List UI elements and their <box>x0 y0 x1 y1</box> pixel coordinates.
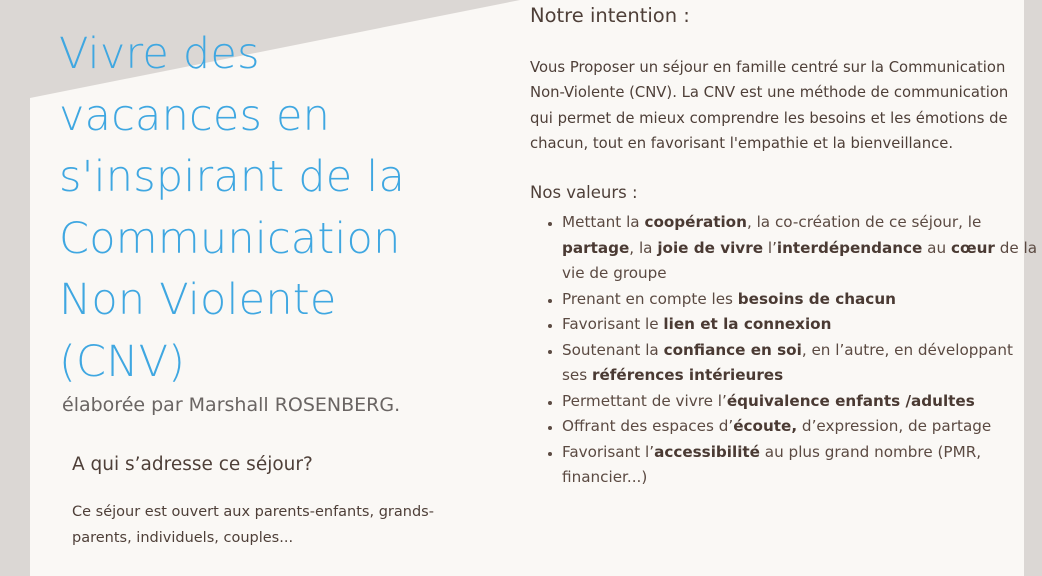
audience-text: Ce séjour est ouvert aux parents-enfants, grands-parents, individuels, couples... <box>72 504 434 546</box>
value-text: au plus grand nombre (PMR, financier...) <box>562 442 982 486</box>
title-line: vacances en <box>59 90 331 141</box>
value-text: au <box>922 238 951 257</box>
value-emphasis: confiance en soi <box>663 340 802 359</box>
value-item <box>562 210 1042 287</box>
value-item <box>562 287 1042 313</box>
value-text: d’expression, de partage <box>797 417 992 435</box>
value-text: Offrant des espaces d’ <box>562 417 734 435</box>
value-text: Prenant en compte les <box>562 289 738 308</box>
values-heading: Nos valeurs : <box>530 183 638 202</box>
value-item <box>562 414 1042 440</box>
subtitle: élaborée par Marshall ROSENBERG. <box>62 394 401 416</box>
title-line: Communication <box>59 213 401 264</box>
value-text: Favorisant l’ <box>562 442 655 461</box>
value-emphasis: lien et la connexion <box>663 315 832 333</box>
value-emphasis: coopération <box>644 213 747 231</box>
title-line: s'inspirant de la <box>59 152 405 202</box>
page-title <box>59 24 479 393</box>
value-text: de la vie de groupe <box>562 238 1038 282</box>
intention-text: Vous Proposer un séjour en famille centré sur la Communication Non-Violente (CNV). La CNV est une méthode de communication qui permet de mieux comprendre les besoins et les émotions de chacun, tout en favorisant l'empathie et la bienveillance. <box>530 59 1009 153</box>
value-item <box>562 440 1042 491</box>
value-emphasis: joie de vivre <box>657 238 764 257</box>
value-text: , en l’autre, en développant ses <box>562 340 1013 384</box>
title-line: (CNV) <box>59 336 186 387</box>
value-item <box>562 389 1042 415</box>
value-emphasis: accessibilité <box>654 442 760 461</box>
value-emphasis: cœur <box>950 238 995 257</box>
values-list <box>530 210 1042 491</box>
value-emphasis: écoute, <box>733 417 798 435</box>
value-text: , la <box>629 238 658 257</box>
value-text: , la co-création de ce séjour, le <box>746 213 982 231</box>
value-item <box>562 338 1042 389</box>
value-item <box>562 312 1042 338</box>
value-emphasis: interdépendance <box>776 238 923 257</box>
title-line: Vivre des <box>59 29 260 79</box>
value-text: l’ <box>763 238 777 257</box>
value-emphasis: besoins de chacun <box>737 289 896 308</box>
value-text: Permettant de vivre l’ <box>562 391 727 410</box>
value-emphasis: partage <box>562 238 630 257</box>
value-emphasis: équivalence enfants /adultes <box>726 391 975 410</box>
title-line: Non Violente <box>59 275 337 325</box>
audience-heading: A qui s’adresse ce séjour? <box>72 454 313 475</box>
value-text: Favorisant le <box>562 315 664 333</box>
intention-heading: Notre intention : <box>530 4 690 27</box>
value-text: Soutenant la <box>562 340 664 359</box>
value-text: Mettant la <box>562 213 645 231</box>
value-emphasis: références intérieures <box>592 366 784 384</box>
